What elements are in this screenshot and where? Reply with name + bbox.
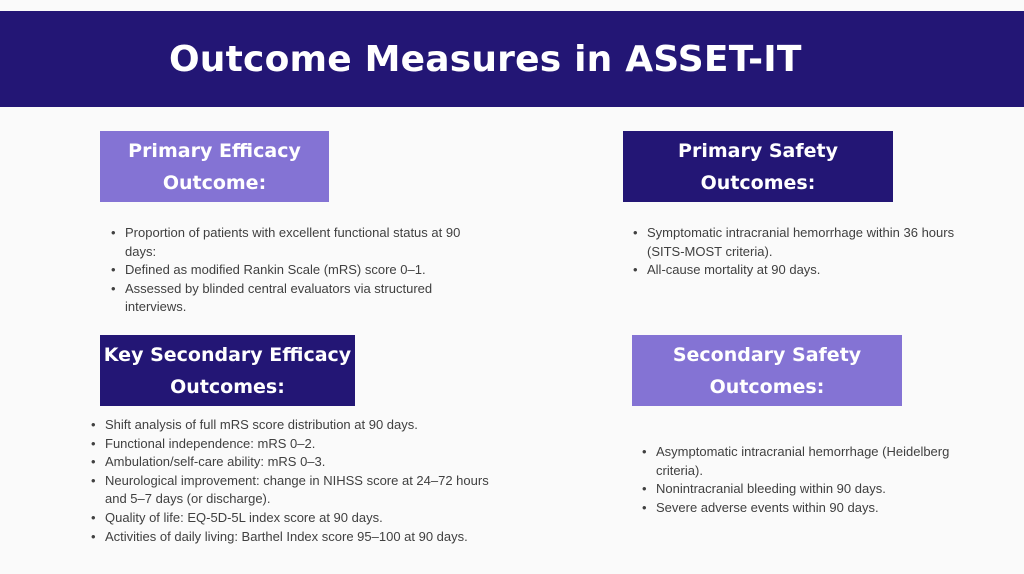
list-item: • Shift analysis of full mRS score distribution at 90 days. [91, 416, 511, 435]
primary-efficacy-heading [100, 131, 329, 202]
primary-efficacy-heading-line2: Outcome: [162, 171, 267, 194]
primary-safety-heading-line2: Outcomes: [700, 171, 816, 194]
secondary-safety-heading-line1: Secondary Safety [672, 343, 862, 366]
list-item: • Asymptomatic intracranial hemorrhage (Heidelberg criteria). [642, 443, 992, 480]
list-item: • Assessed by blinded central evaluators via structured interviews. [111, 280, 486, 317]
list-item: • Symptomatic intracranial hemorrhage within 36 hours (SITS-MOST criteria). [633, 224, 968, 261]
list-item: • Quality of life: EQ-5D-5L index score at 90 days. [91, 509, 511, 528]
primary-efficacy-list [111, 224, 486, 317]
key-secondary-efficacy-heading-line1: Key Secondary Efficacy [103, 343, 352, 366]
secondary-safety-list [642, 443, 992, 517]
list-item: • Neurological improvement: change in NIHSS score at 24–72 hours and 5–7 days (or discharge). [91, 472, 511, 509]
list-item: • Activities of daily living: Barthel Index score 95–100 at 90 days. [91, 528, 511, 547]
secondary-safety-heading-line2: Outcomes: [709, 375, 825, 398]
list-item: • Nonintracranial bleeding within 90 days. [642, 480, 992, 499]
list-item: • Functional independence: mRS 0–2. [91, 435, 511, 454]
list-item: • Defined as modified Rankin Scale (mRS) score 0–1. [111, 261, 486, 280]
key-secondary-efficacy-heading [100, 335, 355, 406]
slide-title: Outcome Measures in ASSET-IT [169, 39, 802, 80]
list-item: • Ambulation/self-care ability: mRS 0–3. [91, 453, 511, 472]
secondary-safety-heading [632, 335, 902, 406]
key-secondary-efficacy-list [91, 416, 511, 546]
title-banner [0, 11, 1024, 107]
list-item: • Severe adverse events within 90 days. [642, 499, 992, 518]
list-item: • All-cause mortality at 90 days. [633, 261, 968, 280]
list-item: • Proportion of patients with excellent functional status at 90 days: [111, 224, 486, 261]
primary-safety-heading [623, 131, 893, 202]
key-secondary-efficacy-heading-line2: Outcomes: [170, 375, 285, 398]
primary-efficacy-heading-line1: Primary Efficacy [128, 139, 301, 162]
primary-safety-list [633, 224, 968, 280]
primary-safety-heading-line1: Primary Safety [678, 139, 838, 162]
